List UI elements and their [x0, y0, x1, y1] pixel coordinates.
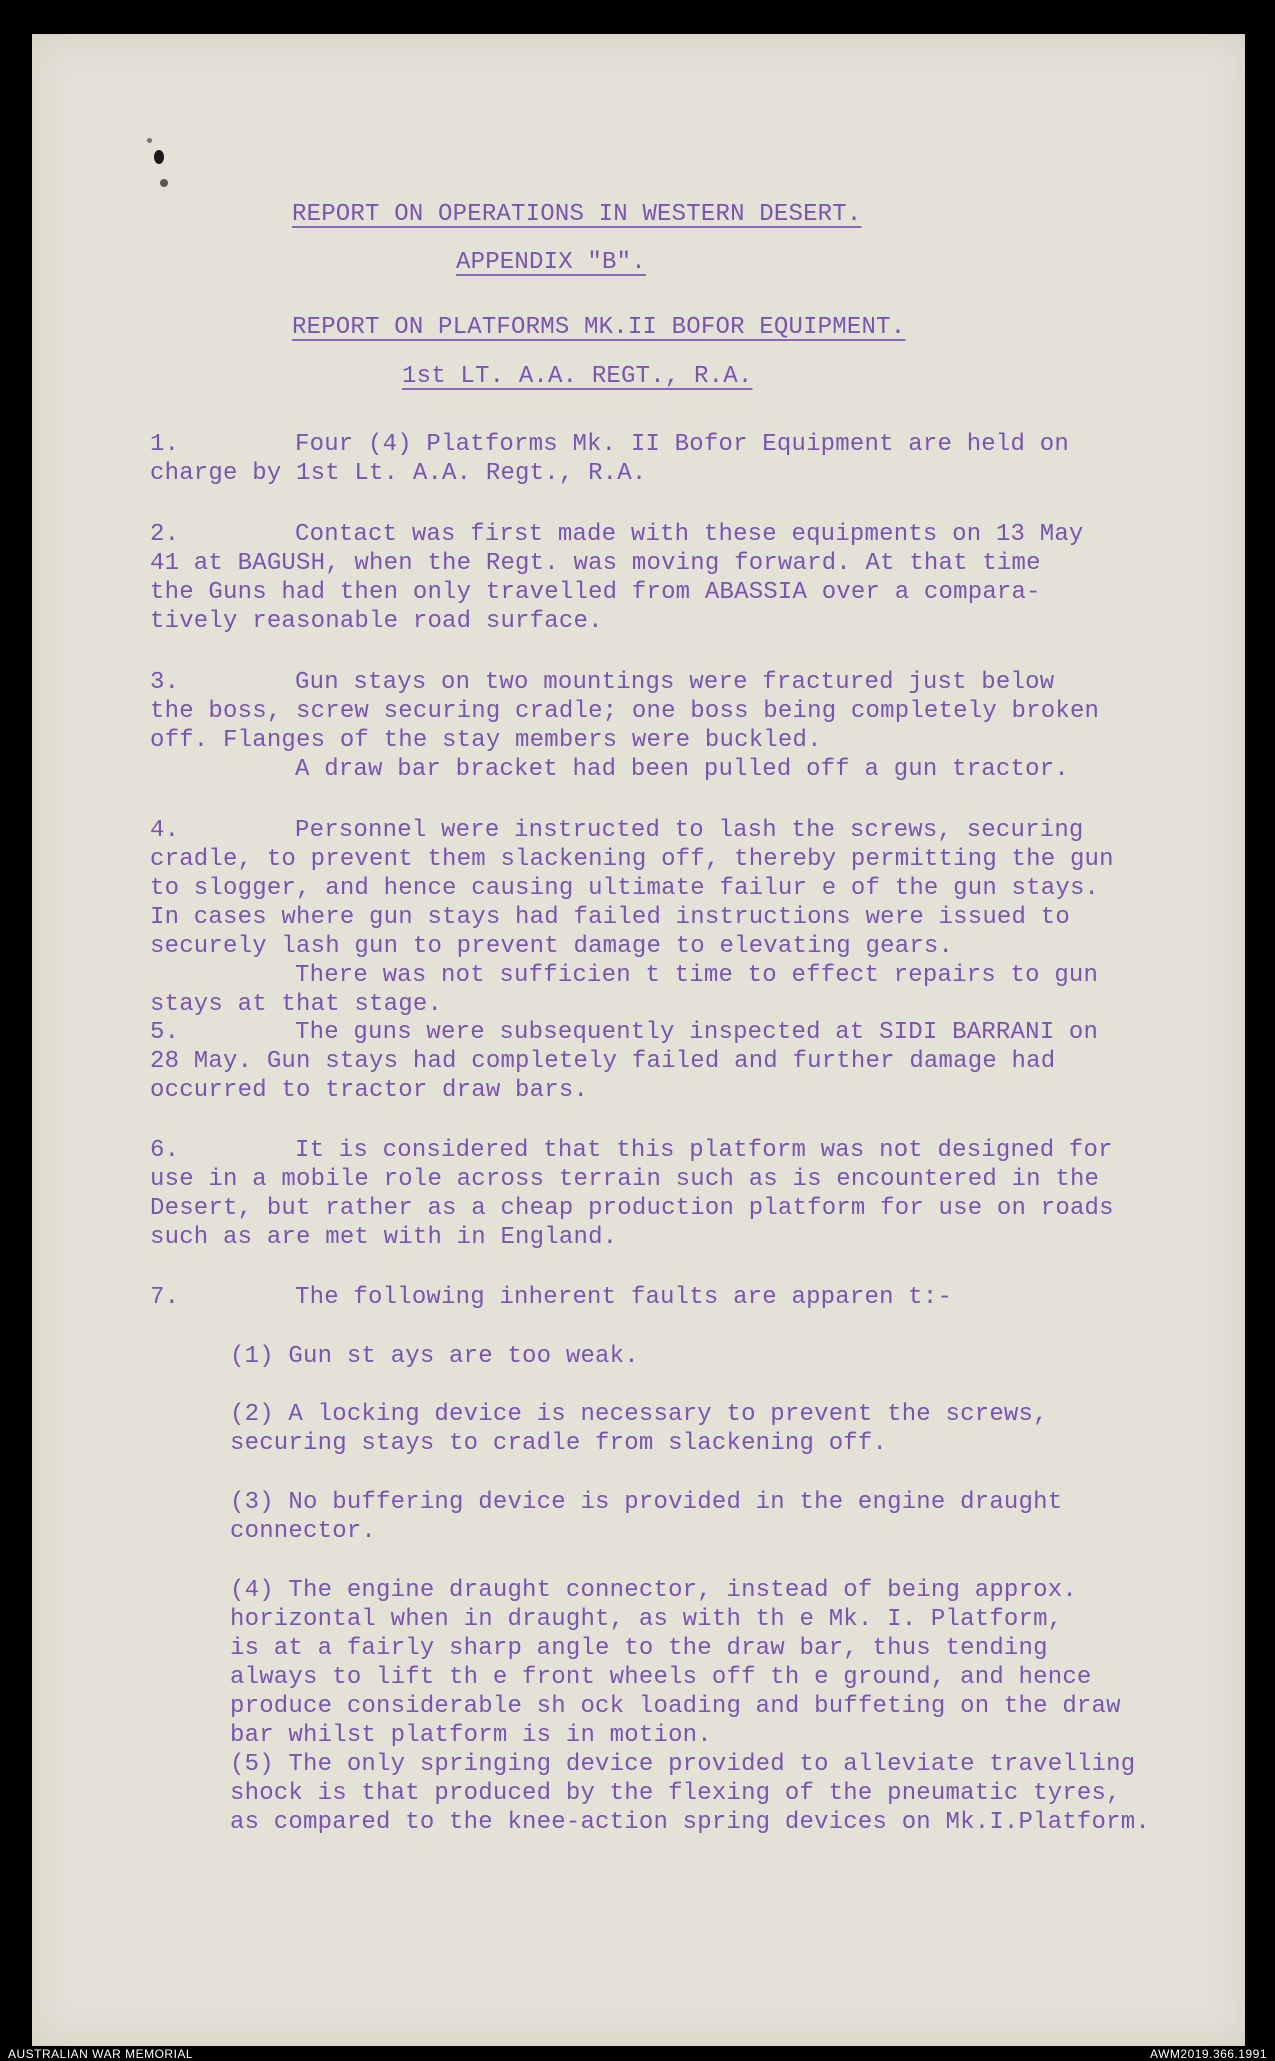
fault-line: produce considerable sh ock loading and buffeting on the draw: [230, 1693, 1121, 1720]
paragraph-2: [150, 520, 1160, 636]
punch-hole: [147, 138, 152, 143]
fault-line: always to lift th e front wheels off th e ground, and hence: [230, 1664, 1092, 1691]
paragraph-4: [150, 816, 1160, 1019]
paragraph-line: use in a mobile role across terrain such as is encountered in the: [150, 1166, 1100, 1193]
fault-line: horizontal when in draught, as with th e Mk. I. Platform,: [230, 1606, 1063, 1633]
paragraph-number: 2.: [150, 521, 180, 548]
paragraph-line: Contact was first made with these equipments on 13 May: [295, 521, 1084, 548]
paragraph-line: off. Flanges of the stay members were buckled.: [150, 727, 822, 754]
fault-line: securing stays to cradle from slackening off.: [230, 1430, 888, 1457]
paragraph-6: [150, 1136, 1160, 1252]
paragraph-line: There was not sufficien t time to effect repairs to gun: [295, 962, 1099, 989]
fault-line: is at a fairly sharp angle to the draw bar, thus tending: [230, 1635, 1048, 1662]
paragraph-line: to slogger, and hence causing ultimate failur e of the gun stays.: [150, 875, 1100, 902]
paragraph-1: [150, 430, 1160, 488]
fault-line: (2) A locking device is necessary to prevent the screws,: [230, 1401, 1048, 1428]
paragraph-line: In cases where gun stays had failed instructions were issued to: [150, 904, 1070, 931]
fault-item-4: [230, 1576, 1170, 1750]
paragraph-line: Desert, but rather as a cheap production platform for use on roads: [150, 1195, 1114, 1222]
fault-line: (1) Gun st ays are too weak.: [230, 1343, 639, 1370]
paragraph-line: the boss, screw securing cradle; one boss being completely broken: [150, 698, 1100, 725]
paragraph-line: cradle, to prevent them slackening off, thereby permitting the gun: [150, 846, 1114, 873]
paragraph-number: 4.: [150, 817, 180, 844]
fault-item-5: [230, 1750, 1170, 1837]
fault-line: (4) The engine draught connector, instead of being approx.: [230, 1577, 1077, 1604]
paragraph-7: [150, 1283, 1160, 1312]
paragraph-number: 7.: [150, 1284, 180, 1311]
paragraph-line: tively reasonable road surface.: [150, 608, 603, 635]
paragraph-line: The following inherent faults are apparen t:-: [295, 1284, 953, 1311]
paragraph-line: the Guns had then only travelled from ABASSIA over a compara-: [150, 579, 1041, 606]
fault-line: bar whilst platform is in motion.: [230, 1722, 712, 1749]
archive-reference: AWM2019.366.1991: [1150, 2047, 1267, 2061]
paragraph-line: stays at that stage.: [150, 991, 443, 1018]
fault-item-2: [230, 1400, 1170, 1458]
archive-credit: AUSTRALIAN WAR MEMORIAL: [8, 2047, 194, 2061]
report-title: REPORT ON OPERATIONS IN WESTERN DESERT.: [292, 201, 862, 228]
paragraph-line: Four (4) Platforms Mk. II Bofor Equipment are held on: [295, 431, 1069, 458]
paragraph-3: [150, 668, 1160, 784]
paragraph-number: 6.: [150, 1137, 180, 1164]
paragraph-number: 3.: [150, 669, 180, 696]
fault-item-1: [230, 1342, 1170, 1371]
paragraph-line: occurred to tractor draw bars.: [150, 1077, 589, 1104]
paragraph-line: 28 May. Gun stays had completely failed and further damage had: [150, 1048, 1056, 1075]
paragraph-line: The guns were subsequently inspected at SIDI BARRANI on: [295, 1019, 1099, 1046]
paragraph-number: 5.: [150, 1019, 180, 1046]
paragraph-line: 41 at BAGUSH, when the Regt. was moving forward. At that time: [150, 550, 1041, 577]
fault-item-3: [230, 1488, 1170, 1546]
paragraph-5: [150, 1018, 1160, 1105]
report-subtitle: REPORT ON PLATFORMS MK.II BOFOR EQUIPMENT.: [292, 314, 906, 341]
paragraph-line: Personnel were instructed to lash the screws, securing: [295, 817, 1084, 844]
fault-line: (5) The only springing device provided to alleviate travelling: [230, 1751, 1136, 1778]
appendix-heading: APPENDIX "B".: [456, 249, 646, 276]
punch-hole: [160, 179, 168, 187]
paragraph-line: securely lash gun to prevent damage to elevating gears.: [150, 933, 954, 960]
fault-line: shock is that produced by the flexing of the pneumatic tyres,: [230, 1780, 1121, 1807]
fault-line: connector.: [230, 1518, 377, 1545]
paragraph-line: A draw bar bracket had been pulled off a gun tractor.: [295, 756, 1069, 783]
fault-line: as compared to the knee-action spring devices on Mk.I.Platform.: [230, 1809, 1150, 1836]
paragraph-number: 1.: [150, 431, 180, 458]
unit-heading: 1st LT. A.A. REGT., R.A.: [402, 363, 753, 390]
paragraph-line: such as are met with in England.: [150, 1224, 618, 1251]
paragraph-line: Gun stays on two mountings were fractured just below: [295, 669, 1055, 696]
paragraph-line: charge by 1st Lt. A.A. Regt., R.A.: [150, 460, 647, 487]
paragraph-line: It is considered that this platform was not designed for: [295, 1137, 1113, 1164]
fault-line: (3) No buffering device is provided in the engine draught: [230, 1489, 1063, 1516]
punch-hole: [154, 150, 164, 164]
